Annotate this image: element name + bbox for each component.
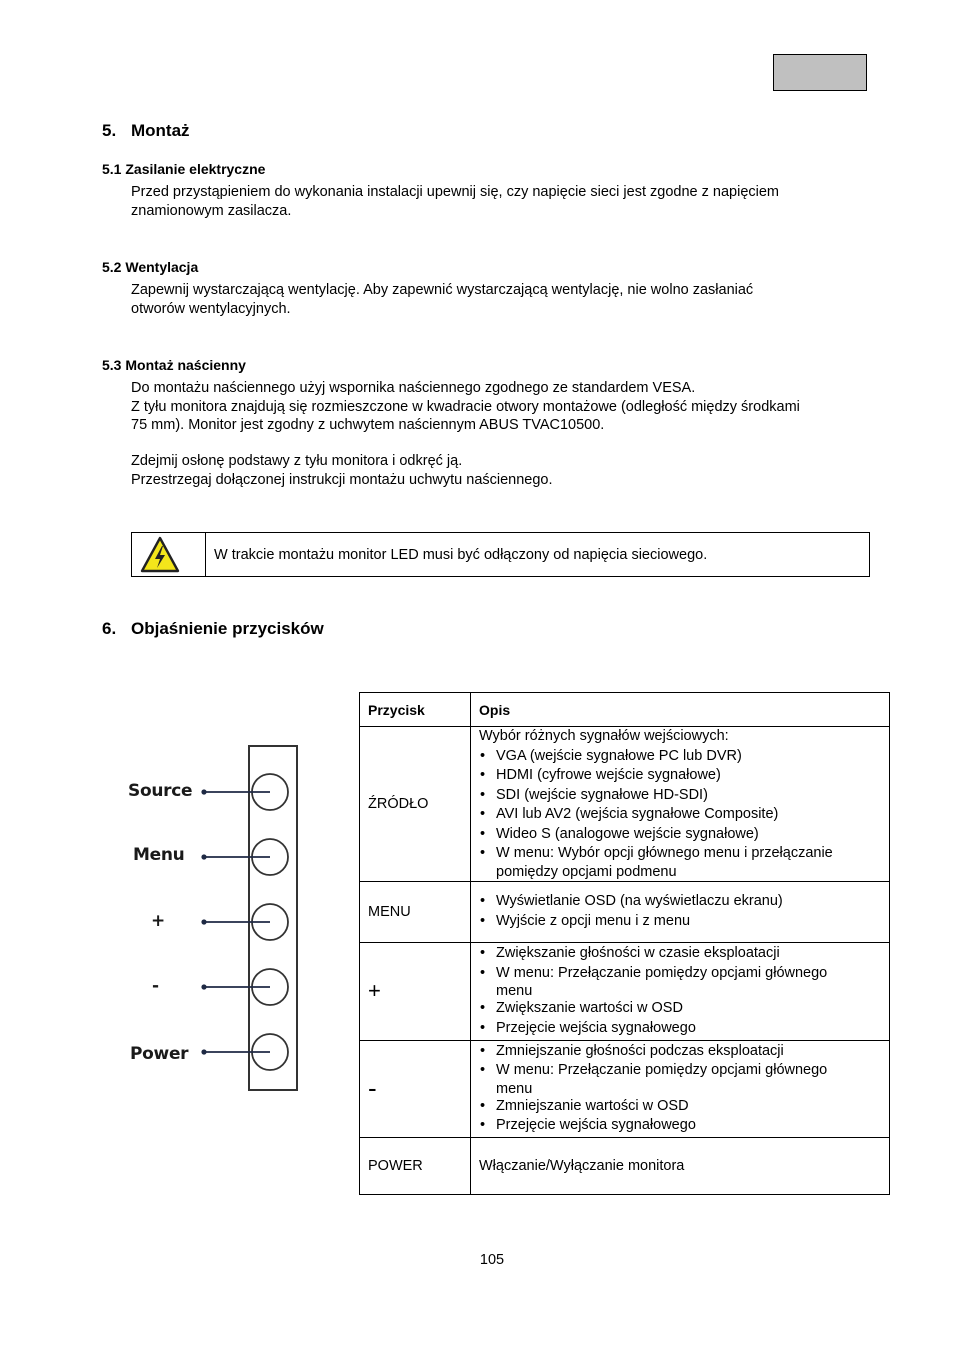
header-button: Przycisk — [360, 693, 471, 727]
button-name: + — [360, 942, 471, 1040]
subsection-5-2-text: Zapewnij wystarczającą wentylację. Aby zapewnić wystarczającą wentylację, nie wolno zasłaniać otworów wentylacyjnych. — [131, 282, 754, 317]
button-name: MENU — [360, 881, 471, 942]
panel-label-power: Power — [130, 1044, 189, 1064]
description-list: • VGA (wejście sygnałowe PC lub DVR) • HDMI (cyfrowe wejście sygnałowe) • SDI (wejście sygnałowe HD-SDI) • AVI lub AV2 (wejścia sygnałowe Composite) • Wideo S (analogowe wejście sygnałowe) • W menu: Wybór opcji głównego menu i przełączanie pomiędzy opcjami podmenu — [479, 747, 881, 881]
panel-button-menu — [201, 839, 288, 875]
panel-button-plus — [201, 904, 288, 940]
table-row — [360, 942, 890, 1040]
button-description: Włączanie/Wyłączanie monitora — [471, 1137, 890, 1194]
description-list: • Zmniejszanie głośności podczas eksploatacji • W menu: Przełączanie pomiędzy opcjami głównego menu • Zmniejszanie wartości w OSD • Przejęcie wejścia sygnałowego — [479, 1042, 881, 1136]
description-list: • Zwiększanie głośności w czasie eksploatacji • W menu: Przełączanie pomiędzy opcjami głównego menu • Zwiększanie wartości w OSD • Przejęcie wejścia sygnałowego — [479, 944, 881, 1038]
subsection-5-3-text: Do montażu naściennego użyj wspornika naściennego zgodnego ze standardem VESA. Z tyłu monitora znajdują się rozmieszczone w kwadracie otwory montażowe (odległość między środkami 75 mm). Monitor jest zgodny z uchwytem naściennym ABUS TVAC10500. — [131, 380, 800, 433]
panel-label-minus: - — [152, 976, 159, 996]
button-name: ŹRÓDŁO — [360, 727, 471, 882]
button-name: - — [360, 1040, 471, 1137]
buttons-table — [359, 692, 890, 1195]
warning-box — [131, 532, 870, 577]
panel-label-plus: + — [151, 911, 165, 931]
section-6-heading: 6. Objaśnienie przycisków — [102, 619, 324, 638]
language-tab-box — [773, 54, 867, 91]
panel-label-menu: Menu — [133, 845, 185, 865]
table-row — [360, 1040, 890, 1137]
high-voltage-warning-icon — [140, 536, 180, 574]
subsection-5-3-text-2: Zdejmij osłonę podstawy z tyłu monitora i odkręć ją. Przestrzegaj dołączonej instrukcji montażu uchwytu naściennego. — [131, 453, 553, 488]
subsection-5-2-title: 5.2 Wentylacja — [102, 259, 199, 275]
page-number: 105 — [479, 1252, 505, 1268]
table-row — [360, 1137, 890, 1194]
header-description: Opis — [471, 693, 890, 727]
panel-button-power — [201, 1034, 288, 1070]
table-header-row — [360, 693, 890, 727]
table-row: ŹRÓDŁO Wybór różnych sygnałów wejściowych: • VGA (wejście sygnałowe PC lub DVR) • HDMI (cyfrowe wejście sygnałowe) • SDI (wejście sygnałowe HD-SDI) • AVI lub AV2 (wejścia sygnałowe Composite) • Wideo S (analogowe wejście sygnałowe) • W menu: Wybór opcji głównego menu i przełączanie pomiędzy opcjami podmenu — [360, 727, 890, 882]
panel-frame — [249, 746, 297, 1090]
section-5-heading: 5. Montaż — [102, 121, 190, 140]
subsection-5-1-text: Przed przystąpieniem do wykonania instalacji upewnij się, czy napięcie sieci jest zgodne z napięciem znamionowym zasilacza. — [131, 184, 779, 219]
panel-button-minus — [201, 969, 288, 1005]
description-list: • Wyświetlanie OSD (na wyświetlaczu ekranu) • Wyjście z opcji menu i z menu — [479, 892, 881, 931]
button-name: POWER — [360, 1137, 471, 1194]
subsection-5-3-title: 5.3 Montaż naścienny — [102, 357, 246, 373]
subsection-5-1-title: 5.1 Zasilanie elektryczne — [102, 161, 266, 177]
warning-text: W trakcie montażu monitor LED musi być odłączony od napięcia sieciowego. — [214, 547, 708, 563]
panel-button-source — [201, 774, 288, 810]
panel-label-source: Source — [128, 781, 193, 801]
table-row — [360, 881, 890, 942]
